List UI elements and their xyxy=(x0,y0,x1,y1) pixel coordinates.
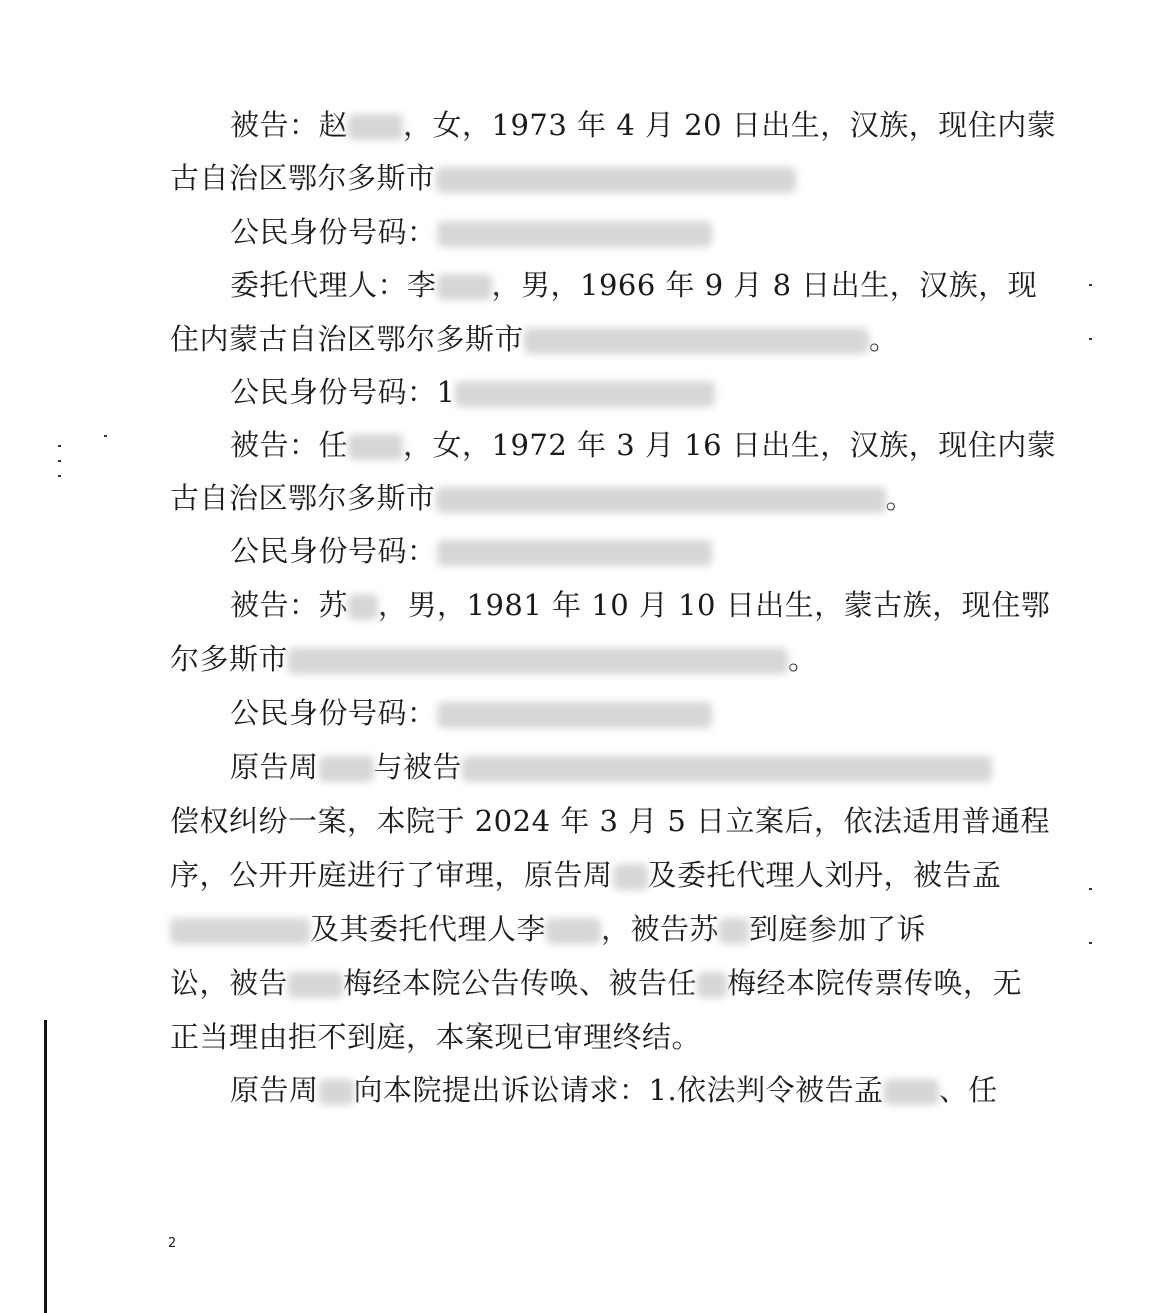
text: 被告：苏 xyxy=(230,588,349,622)
redacted-id xyxy=(455,381,715,407)
paragraph-line xyxy=(170,965,1022,1001)
paragraph-line xyxy=(230,749,992,785)
text: 到庭参加了诉 xyxy=(749,912,927,946)
paragraph-line xyxy=(170,160,796,196)
redacted-names xyxy=(170,918,310,944)
paragraph-line: 偿权纠纷一案，本院于 2024 年 3 月 5 日立案后，依法适用普通程 xyxy=(170,804,1051,838)
text: ，男，1966 年 9 月 8 日出生，汉族，现 xyxy=(491,268,1038,302)
redacted-address xyxy=(524,328,869,354)
text: 被告：赵 xyxy=(230,108,349,142)
redacted-name xyxy=(437,274,492,300)
redacted-name xyxy=(697,972,727,998)
redacted-name xyxy=(348,434,403,460)
text: ，女，1973 年 4 月 20 日出生，汉族，现住内蒙 xyxy=(403,108,1057,142)
paragraph-line xyxy=(170,321,899,357)
redacted-name xyxy=(613,864,648,890)
redacted-name xyxy=(319,1079,354,1105)
text: 向本院提出诉讼请求：1.依法判令被告孟 xyxy=(353,1073,884,1107)
text: 序，公开开庭进行了审理，原告周 xyxy=(170,858,613,892)
text: 梅经本院传票传唤，无 xyxy=(727,966,1023,1000)
text: 公民身份号码： xyxy=(230,534,437,568)
text: 古自治区鄂尔多斯市 xyxy=(170,481,436,515)
redacted-names xyxy=(462,756,992,782)
scan-dot xyxy=(1089,942,1092,944)
text: 委托代理人：李 xyxy=(230,268,437,302)
text: 。 xyxy=(885,481,916,515)
paragraph-line xyxy=(230,107,1056,143)
text: 住内蒙古自治区鄂尔多斯市 xyxy=(170,322,525,356)
redacted-address xyxy=(288,648,788,674)
redacted-name xyxy=(288,972,343,998)
text: 公民身份号码：1 xyxy=(230,375,456,409)
redacted-name xyxy=(719,918,749,944)
paragraph-line xyxy=(170,857,1002,893)
scan-dot xyxy=(1089,338,1092,340)
redacted-id xyxy=(437,702,712,728)
scan-dot xyxy=(58,445,61,447)
paragraph-line xyxy=(230,267,1037,303)
text: ，女，1972 年 3 月 16 日出生，汉族，现住内蒙 xyxy=(403,428,1057,462)
paragraph-line xyxy=(170,911,926,947)
scan-dot xyxy=(58,460,61,462)
text: 尔多斯市 xyxy=(170,642,289,676)
text: ，男，1981 年 10 月 10 日出生，蒙古族，现住鄂 xyxy=(378,588,1051,622)
paragraph-line xyxy=(230,695,712,731)
text: 及委托代理人刘丹，被告孟 xyxy=(647,858,1002,892)
paragraph-line xyxy=(170,641,818,677)
redacted-id xyxy=(437,540,712,566)
text: 。 xyxy=(788,642,818,676)
redacted-name xyxy=(546,918,601,944)
text: ，被告苏 xyxy=(601,912,720,946)
paragraph-line xyxy=(230,214,712,250)
page-number: 2 xyxy=(168,1236,177,1251)
redacted-name xyxy=(348,594,378,620)
paragraph-line xyxy=(230,587,1050,623)
text: 、任 xyxy=(938,1073,998,1107)
paragraph-line: 正当理由拒不到庭，本案现已审理终结。 xyxy=(170,1020,702,1054)
text: 原告周 xyxy=(230,750,319,784)
scan-dot xyxy=(58,475,61,477)
text: 与被告 xyxy=(373,750,463,784)
redacted-address xyxy=(436,487,886,513)
paragraph-line xyxy=(230,1072,998,1108)
redacted-id xyxy=(437,221,712,247)
redacted-name xyxy=(319,756,374,782)
redacted-address xyxy=(436,167,796,193)
scan-dot xyxy=(1089,888,1092,890)
text: 讼，被告 xyxy=(170,966,289,1000)
paragraph-line xyxy=(230,374,715,410)
paragraph-line xyxy=(170,480,915,516)
text: 公民身份号码： xyxy=(230,215,437,249)
text: 及其委托代理人李 xyxy=(310,912,547,946)
text: 。 xyxy=(869,322,899,356)
scan-dot xyxy=(1089,284,1092,286)
paragraph-line xyxy=(230,533,712,569)
paragraph-line xyxy=(230,427,1056,463)
redacted-name xyxy=(884,1079,939,1105)
text: 古自治区鄂尔多斯市 xyxy=(170,161,436,195)
text: 梅经本院公告传唤、被告任 xyxy=(343,966,698,1000)
redacted-name xyxy=(348,114,403,140)
scan-dot xyxy=(104,435,107,437)
scan-edge-line xyxy=(44,1020,47,1313)
text: 原告周 xyxy=(230,1073,319,1107)
text: 被告：任 xyxy=(230,428,349,462)
text: 公民身份号码： xyxy=(230,696,437,730)
